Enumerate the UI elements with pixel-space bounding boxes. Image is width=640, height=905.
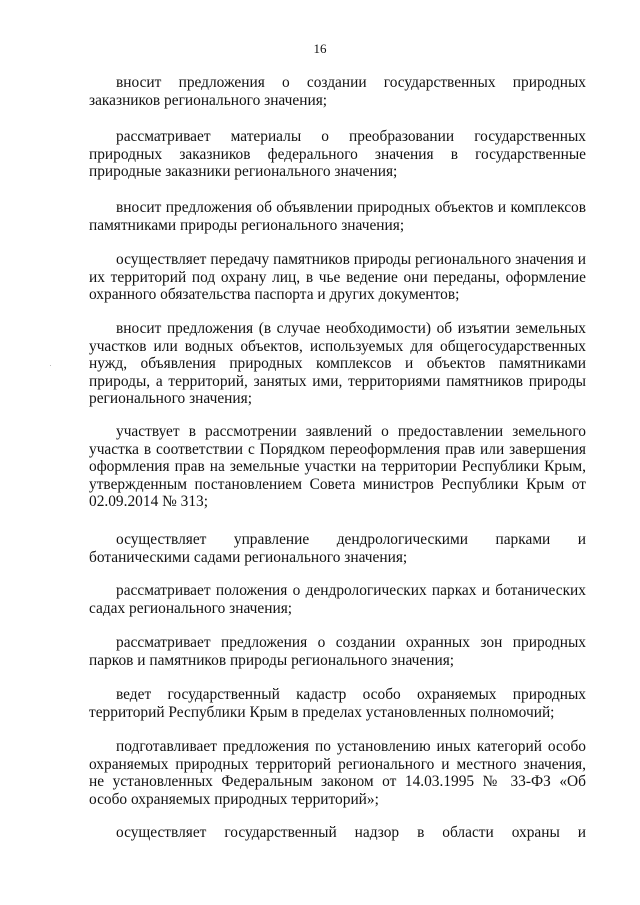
paragraph-9-rest: парков и памятников природы регионального значения; (89, 651, 455, 669)
paragraph-5-rest: участков или водных объектов, используемых для общегосударственных нужд, объявления природных комплексов и объектов памятниками природы, а территорий, занятых ими, территориями памятников природы регионального значения; (89, 337, 586, 408)
paragraph-4-first-line: осуществляет передачу памятников природы регионального значения и (116, 251, 586, 268)
paragraph-1-first-line: вносит предложения о создании государственных природных (116, 74, 586, 91)
paragraph-9-first-line: рассматривает предложения о создании охранных зон природных (116, 634, 586, 651)
paragraph-1-rest: заказников регионального значения; (89, 91, 328, 109)
paragraph-6-first-line: участвует в рассмотрении заявлений о предоставлении земельного (116, 423, 586, 440)
paragraph-2 (89, 128, 586, 181)
paragraph-10 (89, 686, 586, 721)
paragraph-6-rest: участка в соответствии с Порядком переоформления прав или завершения оформления прав на земельные участки на территории Республики Крым, утвержденным постановлением Совета министров Республики Крым от 02.09.2014 № 313; (89, 440, 586, 511)
paragraph-2-rest: природных заказников федерального значения в государственные природные заказники регионального значения; (89, 145, 586, 181)
paragraph-10-first-line: ведет государственный кадастр особо охраняемых природных (116, 686, 586, 703)
paragraph-3 (89, 199, 586, 234)
paragraph-10-rest: территорий Республики Крым в пределах установленных полномочий; (89, 703, 555, 721)
paragraph-8 (89, 582, 586, 617)
paragraph-12-first-line: осуществляет государственный надзор в области охраны и (116, 824, 586, 841)
paragraph-7-first-line: осуществляет управление дендрологическими парками и (116, 531, 586, 548)
paragraph-7 (89, 531, 586, 566)
paragraph-5 (89, 320, 586, 408)
paragraph-7-rest: ботаническими садами регионального значения; (89, 548, 408, 566)
paragraph-4-rest: их территорий под охрану лиц, в чье ведение они переданы, оформление охранного обязательства паспорта и других документов; (89, 268, 586, 304)
paragraph-2-first-line: рассматривает материалы о преобразовании государственных (116, 128, 586, 145)
paragraph-5-first-line: вносит предложения (в случае необходимости) об изъятии земельных (116, 320, 586, 337)
paragraph-11-first-line: подготавливает предложения по установлению иных категорий особо (116, 738, 586, 755)
paragraph-4 (89, 251, 586, 304)
paragraph-11 (89, 738, 586, 808)
paragraph-6 (89, 423, 586, 511)
page-number: 16 (313, 41, 327, 56)
paragraph-8-rest: садах регионального значения; (89, 599, 293, 617)
paragraph-11-rest: охраняемых природных территорий регионального и местного значения, не установленных Федеральным законом от 14.03.1995 № 33-ФЗ «Об особо охраняемых природных территорий»; (89, 755, 586, 808)
margin-mark (50, 365, 51, 366)
paragraph-1 (89, 74, 586, 109)
paragraph-9 (89, 634, 586, 669)
paragraph-3-rest: памятниками природы регионального значения; (89, 216, 405, 234)
paragraph-3-first-line: вносит предложения об объявлении природных объектов и комплексов (116, 199, 586, 216)
paragraph-8-first-line: рассматривает положения о дендрологических парках и ботанических (116, 582, 586, 599)
paragraph-12 (89, 824, 586, 842)
